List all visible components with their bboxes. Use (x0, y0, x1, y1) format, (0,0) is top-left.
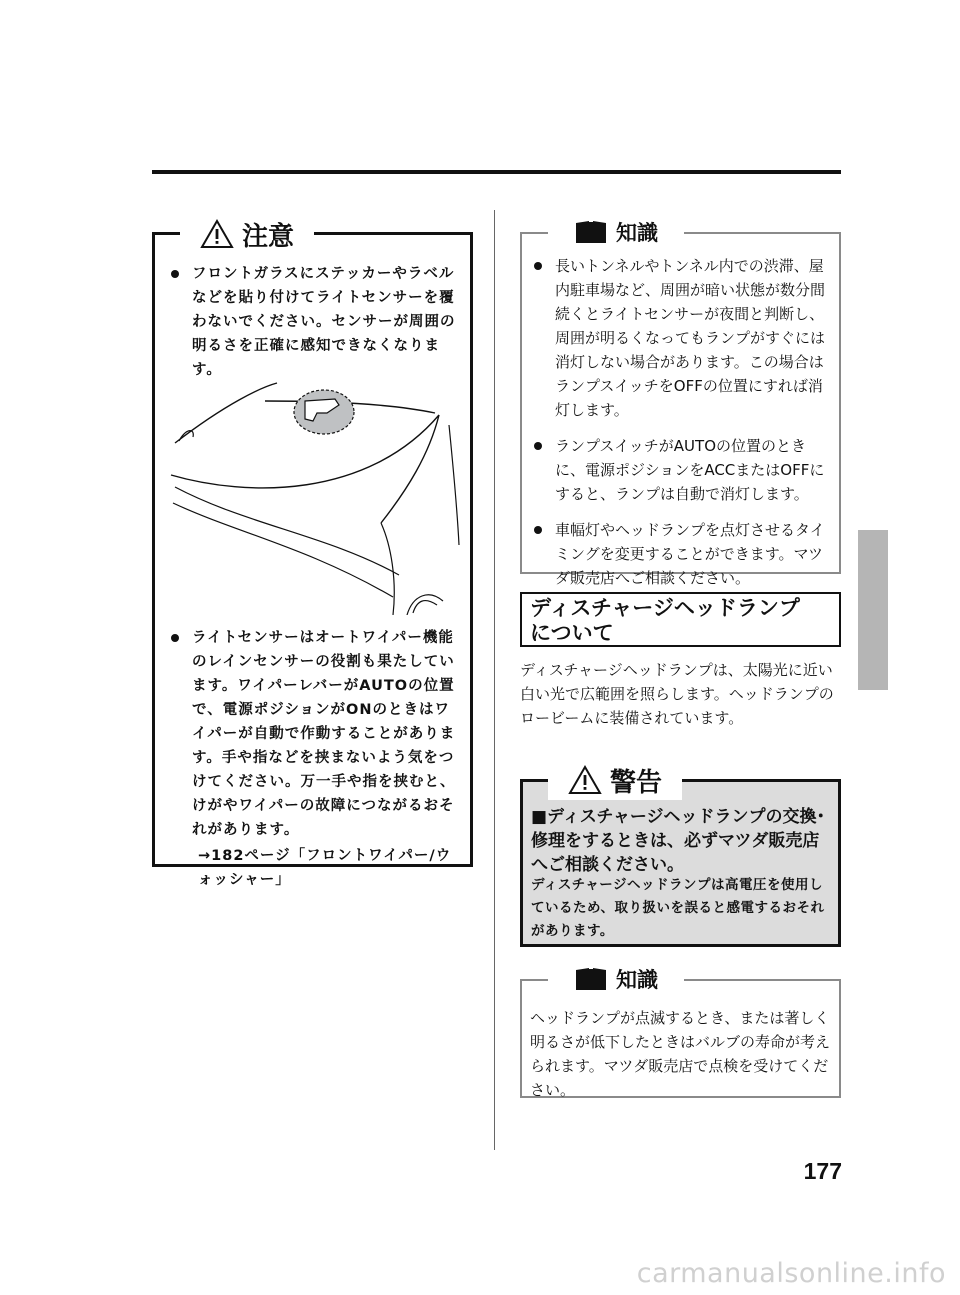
open-book-icon (574, 219, 608, 245)
caution-list-top (167, 262, 463, 382)
caution-title: 注意 (241, 221, 294, 252)
section-body: ディスチャージヘッドランプは、太陽光に近い白い光で広範囲を照らします。ヘッドランプのロービームに装備されています。 (520, 661, 834, 727)
watermark: carmanualsonline.info (636, 1258, 946, 1289)
chapter-tab (858, 530, 888, 690)
page-number: 177 (803, 1158, 842, 1184)
knowledge-header-2 (548, 961, 684, 997)
warning-subtitle: ■ディスチャージヘッドランプの交換･修理をするときは、必ずマツダ販売店へご相談ください。 (531, 807, 826, 875)
knowledge-title-2: 知識 (616, 968, 658, 992)
section-heading-line1: ディスチャージヘッドランプ (530, 596, 800, 620)
warning-body: ディスチャージヘッドランプは高電圧を使用しているため、取り扱いを誤ると感電するおそれがあります。 (531, 877, 825, 939)
open-book-icon (574, 966, 608, 992)
knowledge-title-1: 知識 (616, 221, 658, 245)
caution-item (167, 626, 463, 892)
warning-triangle-icon (200, 219, 234, 249)
caution-list-bottom (167, 626, 463, 892)
caution-item-text: ライトセンサーはオートワイパー機能のレインセンサーの役割も果たしています。ワイパーレバーがAUTOの位置で、電源ポジションがONのときはワイパーが自動で作動することがあります。手や指などを挟まないよう気をつけてください。万一手や指を挟むと、けがやワイパーの故障につながるおそれがあります。 (192, 630, 456, 838)
knowledge-body-2: ヘッドランプが点滅するとき、または著しく明るさが低下したときはバルブの寿命が考えられます。マツダ販売店で点検を受けてください。 (530, 1009, 831, 1099)
section-heading (520, 592, 841, 647)
knowledge-item: 長いトンネルやトンネル内での渋滞、屋内駐車場など、周囲が暗い状態が数分間続くとライトセンサーが夜間と判断し、周囲が明るくなってもランプがすぐには消灯しない場合があります。この場合はランプスイッチをOFFの位置にすれば消灯します。 (530, 254, 830, 422)
column-divider (494, 210, 495, 1150)
windshield-illustration (167, 375, 463, 615)
knowledge-item: ランプスイッチがAUTOの位置のときに、電源ポジションをACCまたはOFFにすると、ランプは自動で消灯します。 (530, 434, 830, 506)
knowledge-list-1 (530, 254, 830, 602)
warning-header (548, 760, 682, 800)
top-rule (152, 170, 841, 174)
knowledge-header-1 (548, 214, 684, 250)
knowledge-item: 車幅灯やヘッドランプを点灯させるタイミングを変更することができます。マツダ販売店へご相談ください。 (530, 518, 830, 590)
warning-title: 警告 (609, 767, 662, 798)
caution-item: フロントガラスにステッカーやラベルなどを貼り付けてライトセンサーを覆わないでください。センサーが周囲の明るさを正確に感知できなくなります。 (167, 262, 463, 382)
page-reference: →182ページ「フロントワイパー/ウォッシャー」 (198, 848, 452, 888)
caution-header (180, 214, 314, 254)
section-heading-line2: について (530, 621, 614, 645)
warning-triangle-icon (568, 765, 602, 795)
